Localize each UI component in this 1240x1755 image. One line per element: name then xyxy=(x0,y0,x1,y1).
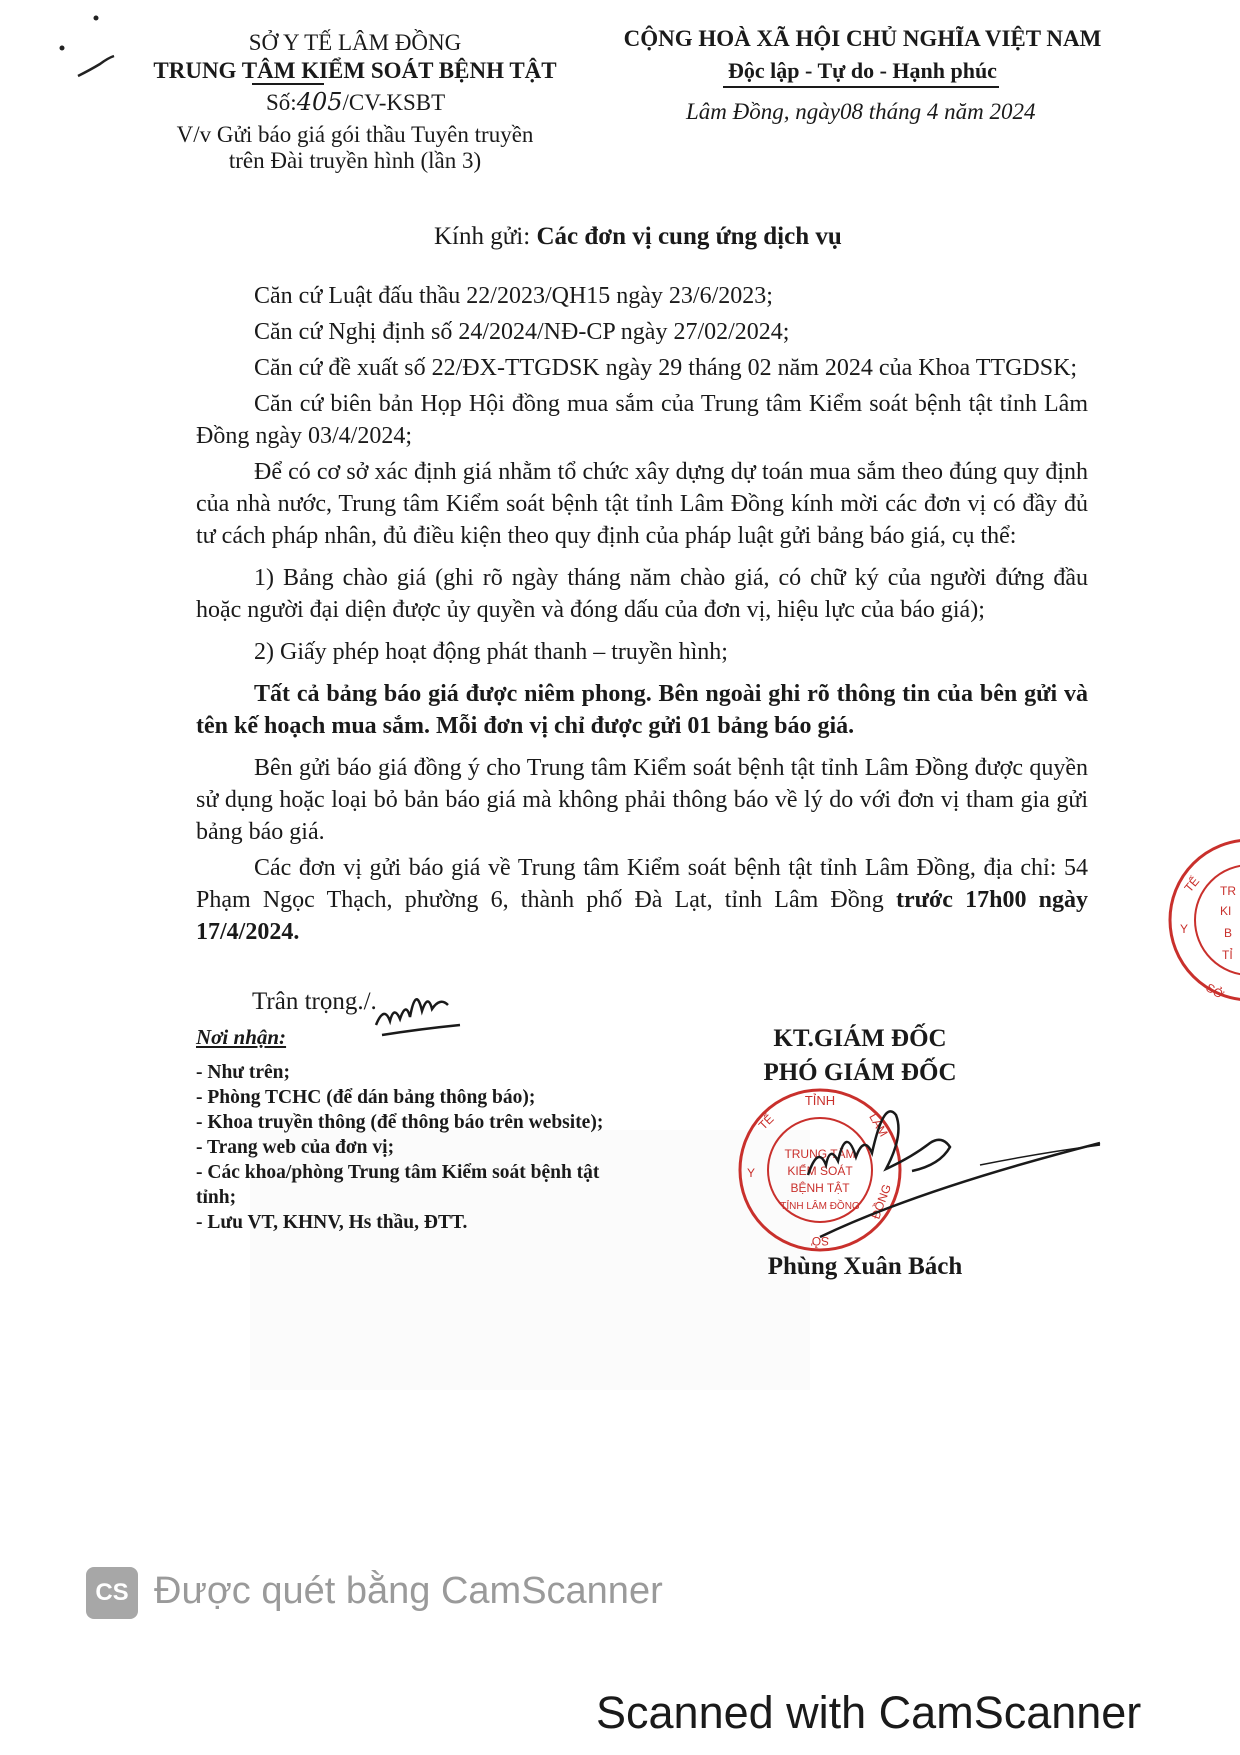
seal-line-4: TỈNH LÂM ĐỒNG xyxy=(780,1201,860,1212)
basis-law: Căn cứ Luật đấu thầu 22/2023/QH15 ngày 23/6/2023; xyxy=(254,283,773,309)
date-suffix: tháng 4 năm 2024 xyxy=(862,99,1036,124)
recipient-item: - Lưu VT, KHNV, Hs thầu, ĐTT. xyxy=(196,1212,468,1233)
agency-underline xyxy=(252,83,324,85)
stray-pen-mark xyxy=(50,10,130,90)
seal-left-char: Y xyxy=(746,1166,756,1180)
number-suffix: /CV-KSBT xyxy=(342,90,446,115)
seal-bottom: SỞ xyxy=(810,1234,830,1248)
seal-line-1: TRUNG TÂM xyxy=(784,1147,856,1161)
basis-proposal: Căn cứ đề xuất số 22/ĐX-TTGDSK ngày 29 tháng 02 năm 2024 của Khoa TTGDSK; xyxy=(254,355,1078,381)
recipients-title: Nơi nhận: xyxy=(196,1025,287,1049)
subject-line-1: V/v Gửi báo giá gói thầu Tuyên truyền xyxy=(176,122,534,147)
ministry-name: SỞ Y TẾ LÂM ĐỒNG xyxy=(248,30,462,55)
date-day: 08 xyxy=(839,99,863,124)
consent-paragraph: Bên gửi báo giá đồng ý cho Trung tâm Kiểm soát bệnh tật tỉnh Lâm Đồng được quyền sử dụng hoặc loại bỏ bản báo giá mà không phải thông báo về lý do với đơn vị tham gia gửi bảng báo giá. xyxy=(196,755,1088,845)
edge-seal-text: Y xyxy=(1180,922,1189,936)
seal-left-top: TẾ xyxy=(755,1111,777,1133)
issue-date xyxy=(686,99,1035,125)
camscanner-footer: Scanned with CamScanner xyxy=(596,1687,1142,1738)
number-handwritten: 405 xyxy=(296,88,343,116)
edge-seal-text: B xyxy=(1224,926,1233,940)
seal-line-3: BỆNH TẬT xyxy=(790,1181,850,1195)
basis-minutes: Căn cứ biên bản Họp Hội đồng mua sắm của Trung tâm Kiểm soát bệnh tật tỉnh Lâm Đồng ngày 03/4/2024; xyxy=(196,391,1088,449)
date-prefix: Lâm Đồng, ngày xyxy=(686,99,840,124)
submission-address: Các đơn vị gửi báo giá về Trung tâm Kiểm soát bệnh tật tỉnh Lâm Đồng, địa chỉ: 54 Phạm Ngọc Thạch, phường 6, thành phố Đà Lạt, tỉnh Lâm Đồng xyxy=(196,855,1088,913)
recipient-value: Các đơn vị cung ứng dịch vụ xyxy=(536,223,842,250)
recipient-line xyxy=(434,223,842,251)
recipient-item: - Như trên; xyxy=(196,1062,291,1083)
edge-seal-text: TR xyxy=(1220,884,1236,898)
letter-body xyxy=(196,280,1088,948)
sealing-note: Tất cả bảng báo giá được niêm phong. Bên ngoài ghi rõ thông tin của bên gửi và tên kế hoạch mua sắm. Mỗi đơn vị chỉ được gửi 01 bảng báo giá. xyxy=(196,681,1088,739)
seal-right-top: LÂM xyxy=(866,1110,891,1140)
recipient-label: Kính gửi: xyxy=(434,223,537,250)
edge-seal xyxy=(1145,835,1240,1005)
initial-signature xyxy=(370,975,470,1055)
signer-role-1: KT.GIÁM ĐỐC xyxy=(773,1025,947,1052)
motto-underline xyxy=(723,86,999,88)
recipient-item: - Khoa truyền thông (để thông báo trên website); xyxy=(196,1112,604,1133)
recipient-item: - Các khoa/phòng Trung tâm Kiểm soát bệnh tật tỉnh; xyxy=(196,1162,600,1208)
edge-seal-text: SỞ xyxy=(1203,980,1227,1002)
submission-deadline: trước 17h00 ngày 17/4/2024. xyxy=(196,887,1088,945)
edge-seal-text: TỈ xyxy=(1222,948,1233,962)
signer-role-2: PHÓ GIÁM ĐỐC xyxy=(763,1059,957,1086)
document-number xyxy=(266,88,445,116)
agency-name: TRUNG TÂM KIỂM SOÁT BỆNH TẬT xyxy=(153,58,557,83)
subject-line-2: trên Đài truyền hình (lần 3) xyxy=(228,148,482,173)
director-signature xyxy=(800,1095,1120,1265)
signer-name: Phùng Xuân Bách xyxy=(767,1253,963,1280)
national-title: CỘNG HOÀ XÃ HỘI CHỦ NGHĨA VIỆT NAM xyxy=(623,26,1102,51)
requirement-item-2: 2) Giấy phép hoạt động phát thanh – truyền hình; xyxy=(254,639,728,665)
recipient-item: - Phòng TCHC (để dán bảng thông báo); xyxy=(196,1087,536,1108)
camscanner-watermark-vi: Được quét bằng CamScanner xyxy=(154,1570,663,1612)
seal-line-2: KIỂM SOÁT xyxy=(787,1164,853,1178)
national-motto: Độc lập - Tự do - Hạnh phúc xyxy=(728,58,997,83)
closing-phrase: Trân trọng./. xyxy=(252,988,377,1015)
seal-top-text: TỈNH xyxy=(804,1093,836,1108)
recipients-list xyxy=(196,1060,626,1235)
edge-seal-text: TẾ xyxy=(1181,874,1203,895)
invitation-paragraph: Để có cơ sở xác định giá nhằm tổ chức xây dựng dự toán mua sắm theo đúng quy định của nhà nước, Trung tâm Kiểm soát bệnh tật tỉnh Lâm Đồng kính mời các đơn vị có đầy đủ tư cách pháp nhân, đủ điều kiện theo quy định của pháp luật gửi bảng báo giá, cụ thể: xyxy=(196,459,1088,549)
recipient-item: - Trang web của đơn vị; xyxy=(196,1137,395,1158)
requirement-item-1: 1) Bảng chào giá (ghi rõ ngày tháng năm chào giá, có chữ ký của người đứng đầu hoặc người đại diện được ủy quyền và đóng dấu của đơn vị, hiệu lực của báo giá); xyxy=(196,565,1088,623)
number-prefix: Số: xyxy=(266,90,297,115)
submission-paragraph xyxy=(196,852,1088,948)
basis-decree: Căn cứ Nghị định số 24/2024/NĐ-CP ngày 27/02/2024; xyxy=(254,319,790,345)
edge-seal-text: KI xyxy=(1220,904,1232,918)
camscanner-logo-icon: CS xyxy=(86,1567,138,1619)
seal-right-bottom: ĐỒNG xyxy=(868,1182,894,1221)
